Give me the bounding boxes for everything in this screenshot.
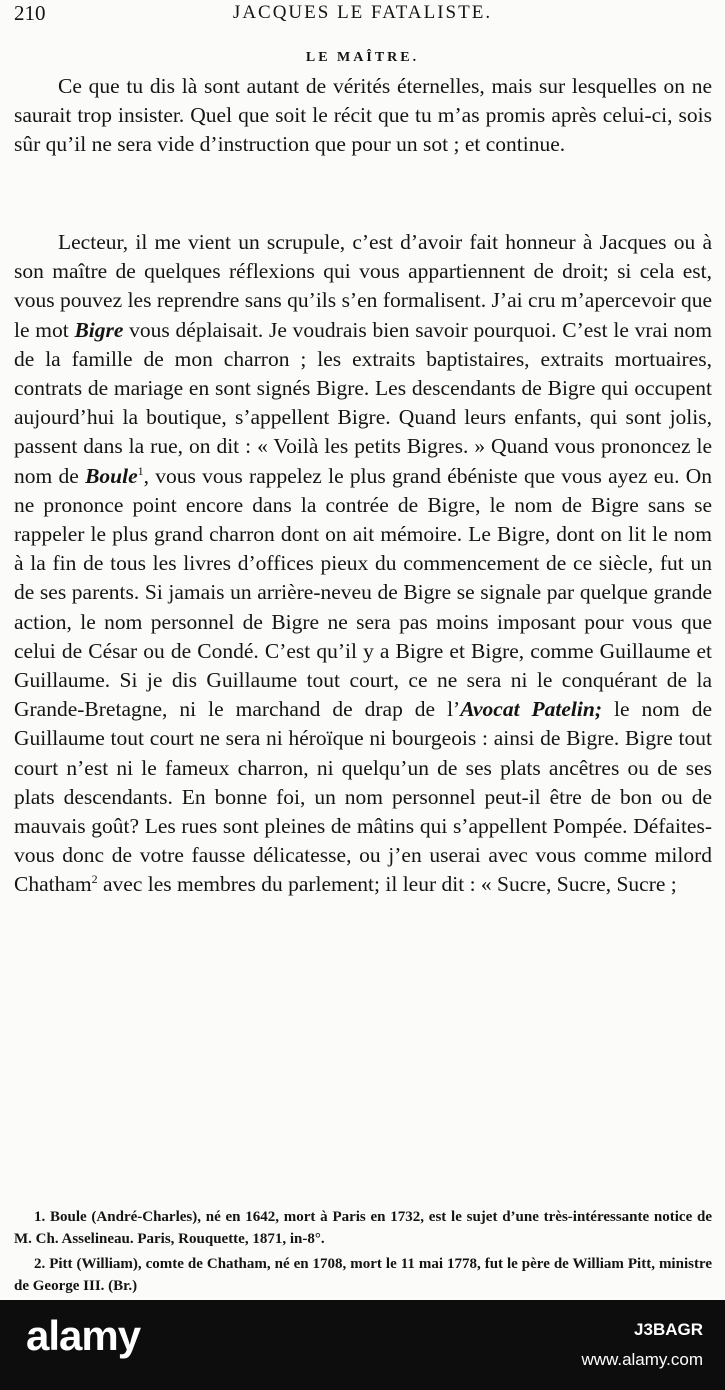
page-header (14, 0, 711, 30)
italic-boule: Boule (85, 463, 138, 488)
speaker-heading: LE MAÎTRE. (305, 50, 420, 65)
footnote-1: 1. Boule (André-Charles), né en 1642, mort à Paris en 1732, est le sujet d’une très-intéressante notice de M. Ch. Asselineau. Paris, Rouquette, 1871, in-8°. (14, 1209, 712, 1247)
text-run: avec les membres du parlement; il leur dit : « Sucre, Sucre, Sucre ; (97, 872, 677, 897)
text-run: Lecteur, il me vient un scrupule, c’est d’avoir fait honneur à Jacques ou à son maître de quelques réflexions qui vous appartiennent de droit; si cela est, vous pouvez les reprendre sans qu’ils s’en formalisent. J’ai cru m’apercevoir que le mot (14, 230, 712, 342)
paragraph-text: Ce que tu dis là sont autant de vérités éternelles, mais sur lesquelles on ne saurait trop insister. Quel que soit le récit que tu m’as promis après celui-ci, sois sûr qu’il ne sera vide d’instruction que pour un sot ; et continue. (14, 74, 712, 157)
text-run: vous déplaisait. Je voudrais bien savoir pourquoi. C’est le vrai nom de la famille de mon charron ; les extraits baptistaires, extraits mortuaires, contrats de mariage en sont signés Bigre. Les descendants de Bigre qui occupent aujourd’hui la boutique, s’appellent Bigre. Quand leurs enfants, qui sont jolis, passent dans la rue, on dit : « Voilà les petits Bigres. » Quand vous prononcez le nom de (14, 317, 713, 488)
footnote-ref-1: 1 (137, 463, 144, 478)
paragraph-dialogue (14, 72, 712, 160)
site-url: www.alamy.com (581, 1350, 703, 1369)
watermark-bar (0, 1300, 725, 1390)
running-title: JACQUES LE FATALISTE. (232, 2, 493, 23)
paragraph-body (14, 228, 712, 900)
italic-avocat-patelin: Avocat Patelin; (460, 697, 602, 722)
footnotes (14, 1206, 712, 1300)
italic-bigre: Bigre (74, 317, 124, 342)
footnote-ref-2: 2 (91, 872, 98, 887)
image-code: J3BAGR (634, 1320, 703, 1339)
page-number: 210 (14, 1, 46, 25)
text-run: le nom de Guillaume tout court ne sera ni héroïque ni bourgeois : ainsi de Bigre. Bigre tout court n’est ni le fameux charron, ni quelqu’un de ses plats ancêtres ou de ses plats descendants. En bonne foi, un nom personnel peut-il être de bon ou de mauvais goût? Les rues sont pleines de mâtins qui s’appellent Pompée. Défaites-vous donc de votre fausse délicatesse, ou j’en userai avec vous comme milord Chatham (14, 697, 712, 897)
footnote-2: 2. Pitt (William), comte de Chatham, né en 1708, mort le 11 mai 1778, fut le père de William Pitt, ministre de George III. (Br.) (14, 1256, 712, 1294)
paragraph-narrator (14, 228, 712, 900)
text-run: , vous vous rappelez le plus grand ébéniste que vous ayez eu. On ne prononce point encore dans la contrée de Bigre, le nom de Bigre sans se rappeler le plus grand charron dont on ait mémoire. Le Bigre, dont on lit le nom à la fin de tous les livres d’offices pieux du commencement de ce siècle, fut un de ses parents. Si jamais un arrière-neveu de Bigre se signale par quelque grande action, le nom personnel de Bigre ne sera pas moins imposant pour vous que celui de César ou de Condé. C’est qu’il y a Bigre et Bigre, comme Guillaume et Guillaume. Si je dis Guillaume tout court, ce ne sera ni le conquérant de la Grande-Bretagne, ni le marchand de drap de l’ (14, 463, 712, 722)
brand-logo: alamy (26, 1312, 141, 1359)
